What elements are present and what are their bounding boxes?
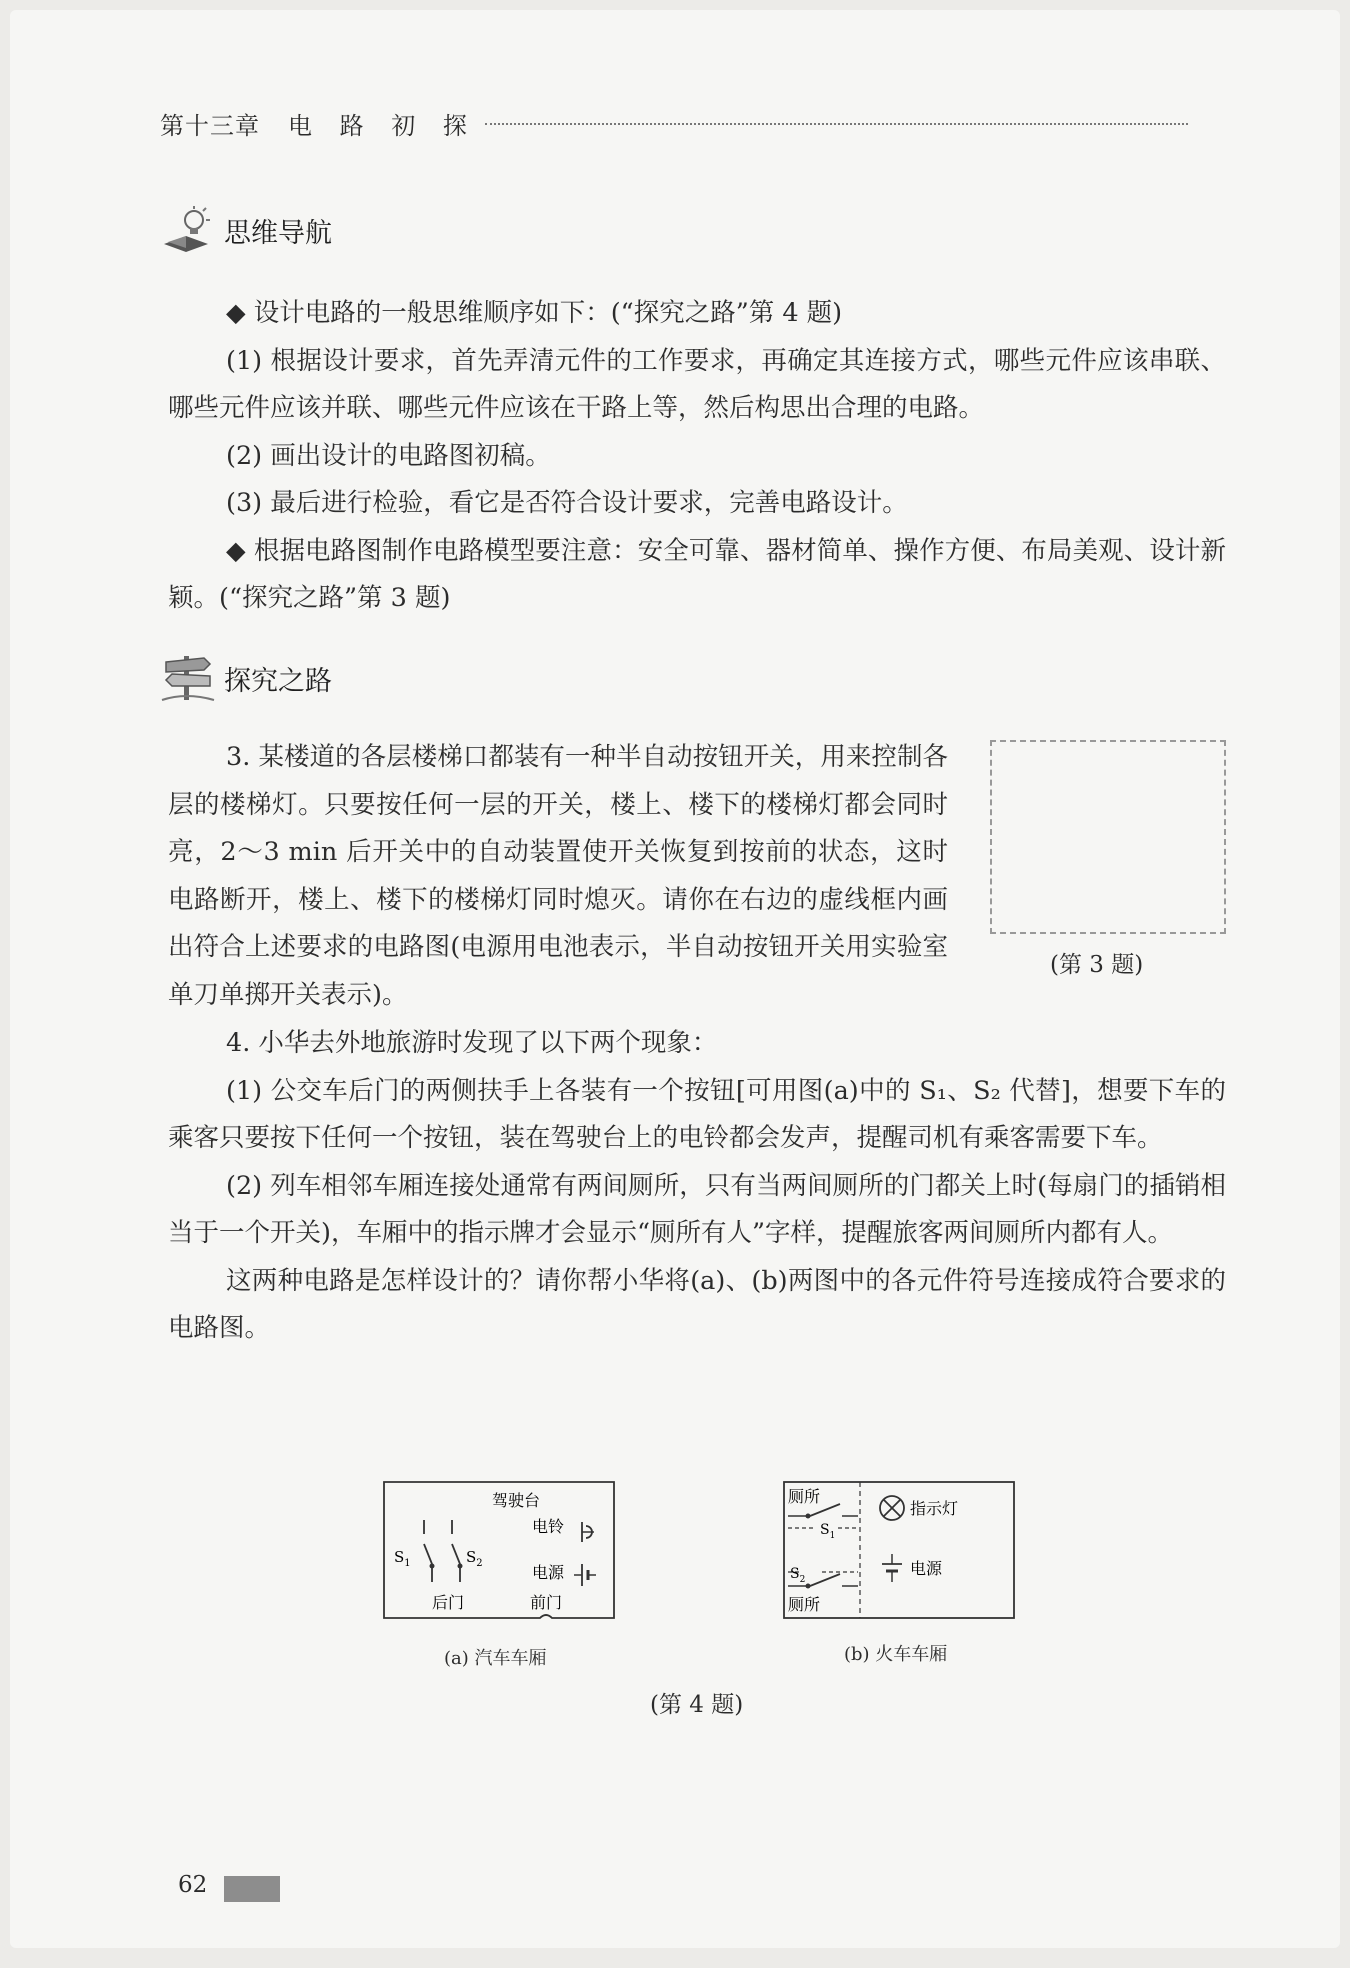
- s1-label: [820, 1522, 835, 1541]
- question-4-intro: 4. 小华去外地旅游时发现了以下两个现象：: [226, 1028, 718, 1058]
- signpost-icon: [160, 654, 216, 702]
- question-3: [168, 734, 948, 1019]
- bell-symbol: [582, 1522, 594, 1542]
- s1-subscript: 1: [404, 1558, 411, 1569]
- s2-subscript: 2: [476, 1558, 483, 1569]
- question-4: [168, 1020, 1226, 1353]
- battery-symbol: [882, 1554, 902, 1582]
- s2-label: [790, 1566, 805, 1585]
- question-4-prompt: 这两种电路是怎样设计的？请你帮小华将(a)、(b)两图中的各元件符号连接成符合要求的电路图。: [168, 1265, 1226, 1343]
- answer-dashed-box: [990, 740, 1226, 934]
- back-door-label: 后门: [432, 1593, 465, 1612]
- section-heading-thinking-navigation: [160, 206, 332, 254]
- s1-letter: S: [820, 1522, 830, 1538]
- section-heading-exploration: [160, 654, 332, 702]
- chapter-label: 第十三章: [160, 112, 260, 140]
- question-4-part2: (2) 列车相邻车厢连接处通常有两间厕所，只有当两间厕所的门都关上时(每扇门的插销相当于一个开关)，车厢中的指示牌才会显示“厕所有人”字样，提醒旅客两间厕所内都有人。: [168, 1170, 1226, 1248]
- s1-label: [394, 1548, 411, 1569]
- lightbulb-book-icon: [160, 206, 216, 254]
- section-title: 思维导航: [224, 217, 332, 249]
- bullet-line: ◆ 设计电路的一般思维顺序如下：(“探究之路”第 4 题): [226, 298, 843, 328]
- cab-label: 驾驶台: [492, 1491, 541, 1510]
- bell-label: 电铃: [532, 1517, 565, 1536]
- figure-b-caption: (b) 火车车厢: [844, 1644, 948, 1665]
- s2-subscript: 2: [799, 1575, 806, 1585]
- s1-letter: S: [394, 1548, 405, 1566]
- step-2-line: (2) 画出设计的电路图初稿。: [226, 440, 551, 471]
- toilet-2-label: 厕所: [788, 1595, 821, 1614]
- page-number-bar: [224, 1876, 280, 1902]
- question-4-part1: (1) 公交车后门的两侧扶手上各装有一个按钮[可用图(a)中的 S₁、S₂ 代替]，想要下车的乘客只要按下任何一个按钮，装在驾驶台上的电铃都会发声，提醒司机有乘客需要下车。: [168, 1075, 1226, 1153]
- toilet-1-label: 厕所: [788, 1487, 821, 1506]
- header-dotted-rule: [485, 123, 1188, 125]
- figure-a-bus-circuit: [382, 1478, 622, 1626]
- step-1-line: (1) 根据设计要求，首先弄清元件的工作要求，再确定其连接方式，哪些元件应该串联、哪些元件应该并联、哪些元件应该在干路上等，然后构思出合理的电路。: [168, 345, 1226, 423]
- front-door-label: 前门: [530, 1593, 563, 1612]
- page-number: 62: [178, 1872, 208, 1898]
- switch-s1: [424, 1520, 435, 1582]
- battery-symbol: [574, 1564, 596, 1586]
- s1-subscript: 1: [829, 1531, 836, 1541]
- s2-label: [466, 1548, 483, 1569]
- textbook-page: [10, 10, 1340, 1948]
- question-3-caption: (第 3 题): [1050, 952, 1144, 978]
- power-label: 电源: [532, 1563, 565, 1582]
- bullet-line: ◆ 根据电路图制作电路模型要注意：安全可靠、器材简单、操作方便、布局美观、设计新颖。(“探究之路”第 3 题): [168, 535, 1226, 613]
- question-3-text: 3. 某楼道的各层楼梯口都装有一种半自动按钮开关，用来控制各层的楼梯灯。只要按任何一层的开关，楼上、楼下的楼梯灯都会同时亮，2～3 min 后开关中的自动装置使开关恢复到按前的状态，这时电路断开，楼上、楼下的楼梯灯同时熄灭。请你在右边的虚线框内画出符合上述要求的电路图(电源用电池表示，半自动按钮开关用实验室单刀单掷开关表示)。: [168, 742, 948, 1010]
- s2-letter: S: [790, 1566, 800, 1582]
- page-header: [160, 106, 1188, 141]
- question-4-caption: (第 4 题): [650, 1692, 744, 1718]
- switch-s2: [452, 1520, 463, 1582]
- section-title: 探究之路: [224, 665, 332, 697]
- s2-letter: S: [466, 1548, 477, 1566]
- figure-a-caption: (a) 汽车车厢: [444, 1648, 547, 1669]
- figure-b-train-circuit: [782, 1478, 1022, 1626]
- lamp-label: 指示灯: [910, 1499, 959, 1518]
- indicator-lamp-symbol: [880, 1496, 904, 1520]
- power-label: 电源: [910, 1559, 943, 1578]
- chapter-title: 电 路 初 探: [288, 112, 477, 140]
- step-3-line: (3) 最后进行检验，看它是否符合设计要求，完善电路设计。: [226, 488, 908, 518]
- section1-body: [168, 290, 1226, 623]
